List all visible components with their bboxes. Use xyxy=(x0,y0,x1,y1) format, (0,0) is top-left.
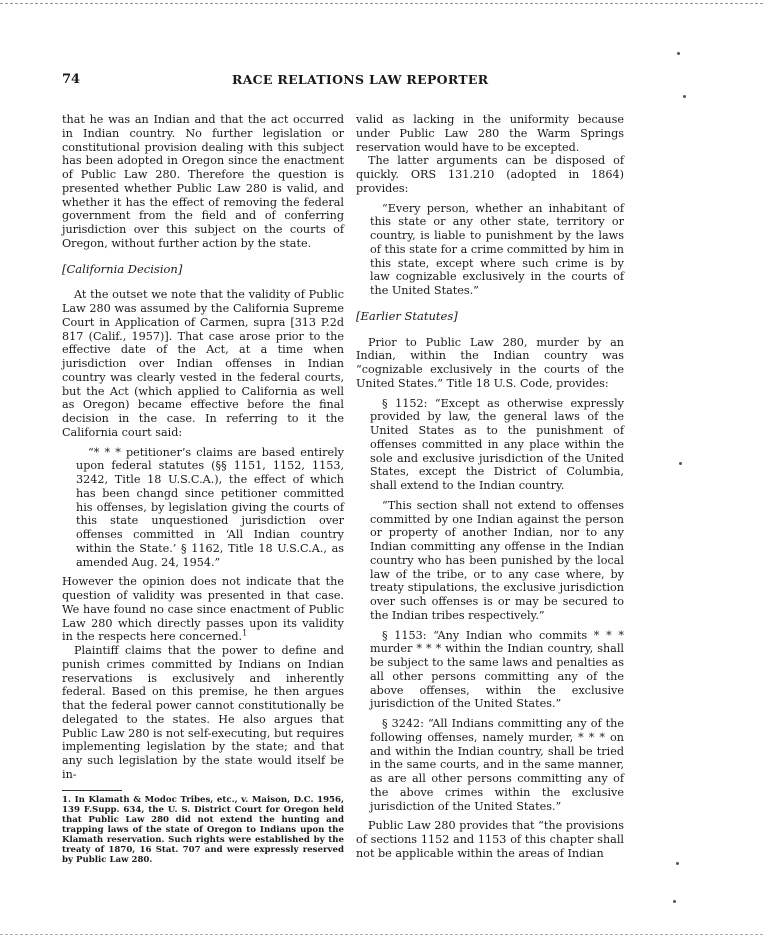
page-number: 74 xyxy=(62,72,81,87)
left-paragraph-4: Plaintiff claims that the power to define and punish crimes committed by Indians on Indian reservations is exclusively and inherently federal. Based on this premise, he then argues that the federal power cannot constitutionally be delegated to the states. He also argues that Public Law 280 is not self-executing, but requires implementing legislation by the state; and that any such legislation by the state would itself be in- xyxy=(62,644,344,781)
left-paragraph-2: At the outset we note that the validity of Public Law 280 was assumed by the California Supreme Court in Application of Carmen, supra [313 P.2d 817 (Calif., 1957)]. That case arose prior to the effective date of the Act, at a time when jurisdiction over Indian offenses in Indian country was clearly vested in the federal courts, but the Act (which applied to California as well as Oregon) became effective before the final decision in the case. In referring to it the California court said: xyxy=(62,288,344,439)
block-quote-ors: “Every person, whether an inhabitant of this state or any other state, territory or country, is liable to punishment by the laws of this state for a crime committed by him in this state, except where such crime is by law cognizable exclusively in the courts of the United States.” xyxy=(370,201,624,297)
right-paragraph-1: valid as lacking in the uniformity because under Public Law 280 the Warm Springs reservation would have to be excepted. xyxy=(356,113,624,154)
left-paragraph-3-text: However the opinion does not indicate that the question of validity was presented in that case. We have found no case since enactment of Public Law 280 which directly passes upon its validity in the respects here concerned. xyxy=(62,575,344,644)
block-quote-1153: § 1153: “Any Indian who commits * * * murder * * * within the Indian country, shall be subject to the same laws and penalties as all other persons committing any of the above offenses, within the exclusive jurisdiction of the United States.” xyxy=(370,628,624,711)
block-quote-carmen: “* * * petitioner’s claims are based entirely upon federal statutes (§§ 1151, 1152, 1153, 3242, Title 18 U.S.C.A.), the effect of which has been changd since petitioner committed his offenses, by legislation giving the courts of this state unquestioned jurisdiction over offenses committed in ‘All Indian country within the State.’ § 1162, Title 18 U.S.C.A., as amended Aug. 24, 1954.” xyxy=(76,445,344,569)
top-edge-rule xyxy=(0,3,763,4)
scan-speck xyxy=(673,900,676,903)
scan-speck xyxy=(683,95,686,98)
left-column xyxy=(62,113,344,865)
right-column xyxy=(356,113,624,861)
block-quote-3242: § 3242: “All Indians committing any of the following offenses, namely murder, * * * on and within the Indian country, shall be tried in the same courts, and in the same manner, as are all other persons committing any of the above crimes within the exclusive jurisdiction of the United States.” xyxy=(370,717,624,813)
block-quote-1152-cont: “This section shall not extend to offenses committed by one Indian against the person or property of another Indian, nor to any Indian committing any offense in the Indian country who has been punished by the local law of the tribe, or to any case where, by treaty stipulations, the exclusive jurisdiction over such offenses is or may be secured to the Indian tribes respectively.” xyxy=(370,498,624,622)
footnote-1: 1. In Klamath & Modoc Tribes, etc., v. Maison, D.C. 1956, 139 F.Supp. 634, the U. S. District Court for Oregon held that Public Law 280 did not extend the hunting and trapping laws of the state of Oregon to Indians upon the Klamath reservation. Such rights were established by the treaty of 1870, 16 Stat. 707 and were expressly reserved by Public Law 280. xyxy=(62,794,344,865)
bottom-edge-rule xyxy=(0,934,763,935)
scan-speck xyxy=(679,462,682,465)
footnote-ref-1: 1 xyxy=(242,628,248,638)
right-paragraph-2: The latter arguments can be disposed of quickly. ORS 131.210 (adopted in 1864) provides: xyxy=(356,154,624,195)
left-paragraph-1: that he was an Indian and that the act occurred in Indian country. No further legislation or constitutional provision dealing with this subject has been adopted in Oregon since the enactment of Public Law 280. Therefore the question is presented whether Public Law 280 is valid, and whether it has the effect of removing the federal government from the field and of conferring jurisdiction over this subject on the courts of Oregon, without further action by the state. xyxy=(62,113,344,250)
left-paragraph-3 xyxy=(62,575,344,644)
scan-speck xyxy=(677,52,680,55)
running-title: RACE RELATIONS LAW REPORTER xyxy=(232,72,489,87)
footnote-rule xyxy=(62,790,122,791)
section-heading-earlier-statutes: [Earlier Statutes] xyxy=(356,308,458,323)
block-quote-1152: § 1152: “Except as otherwise expressly provided by law, the general laws of the United States as to the punishment of offenses committed in any place within the sole and exclusive jurisdiction of the United States, except the District of Columbia, shall extend to the Indian country. xyxy=(370,396,624,492)
scan-speck xyxy=(676,862,679,865)
section-heading-california: [California Decision] xyxy=(62,261,183,276)
right-paragraph-4: Public Law 280 provides that “the provisions of sections 1152 and 1153 of this chapter shall not be applicable within the areas of Indian xyxy=(356,819,624,860)
right-paragraph-3: Prior to Public Law 280, murder by an Indian, within the Indian country was “cognizable exclusively in the courts of the United States.” Title 18 U.S. Code, provides: xyxy=(356,335,624,390)
